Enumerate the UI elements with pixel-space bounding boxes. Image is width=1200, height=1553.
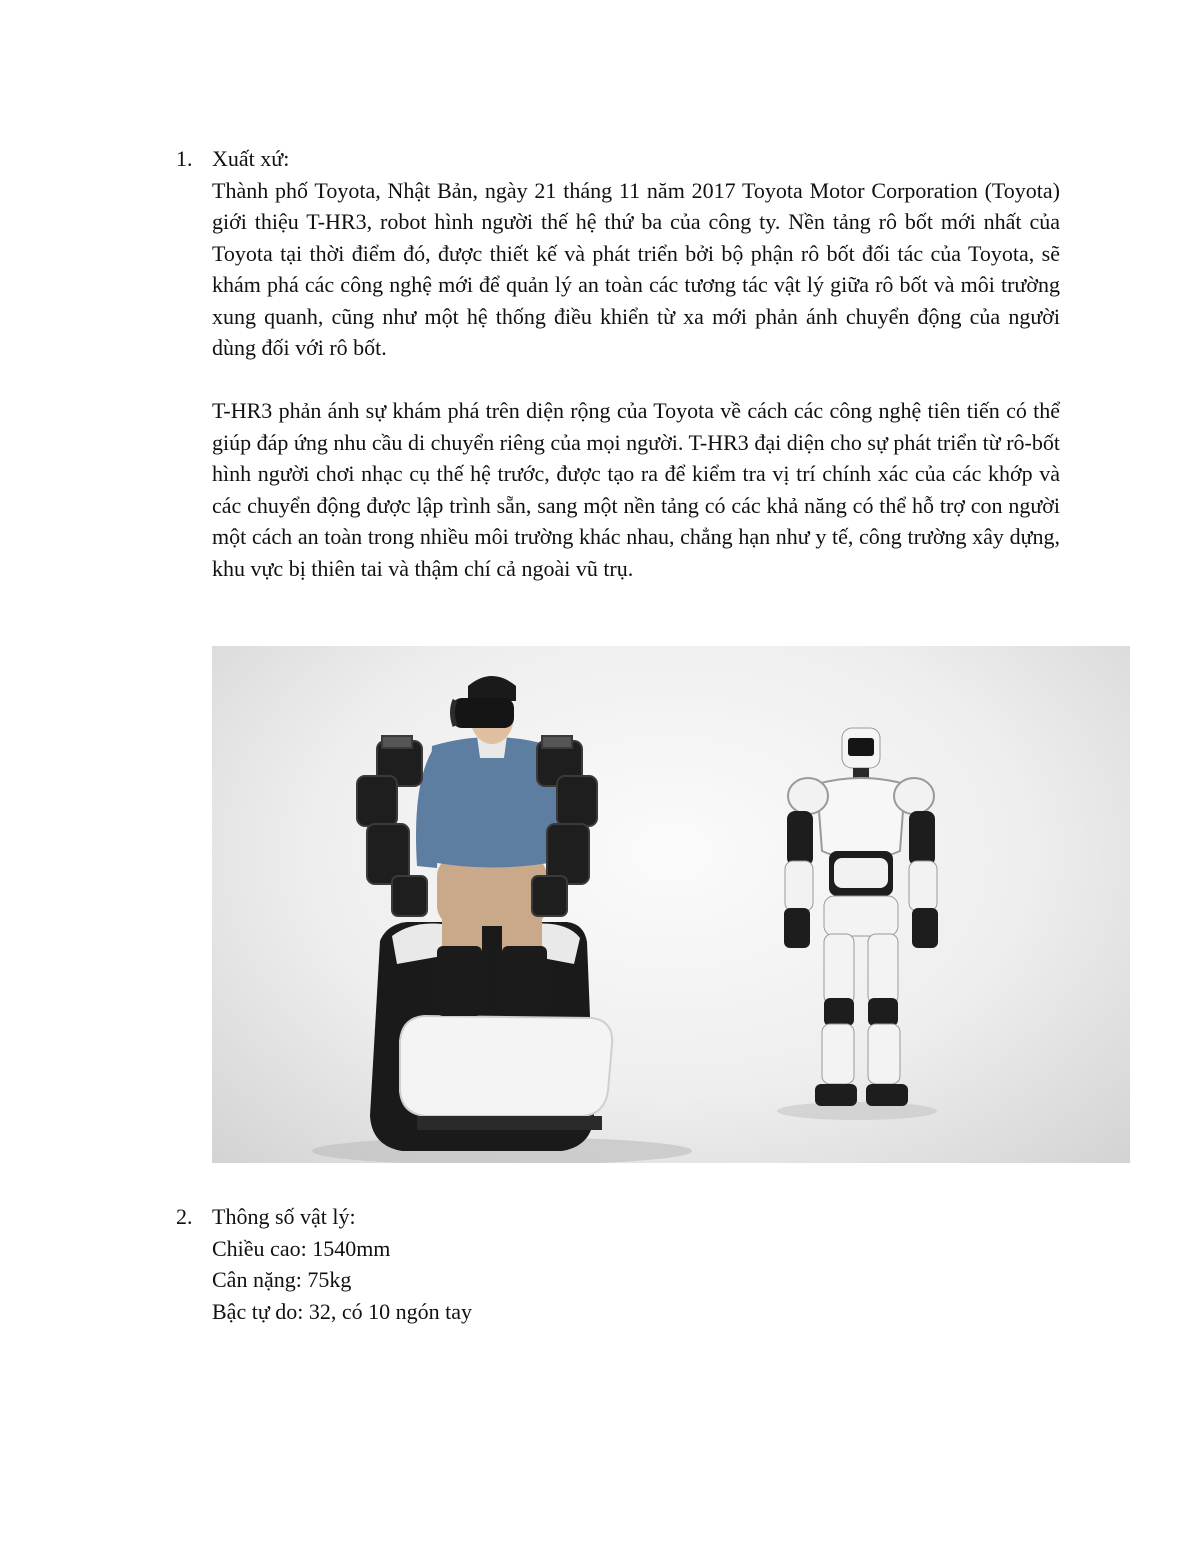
- section-specs: [176, 1201, 1060, 1327]
- origin-paragraph: Thành phố Toyota, Nhật Bản, ngày 21 tháng 11 năm 2017 Toyota Motor Corporation (Toyota) giới thiệu T-HR3, robot hình người thế hệ thứ ba của công ty. Nền tảng rô bốt mới nhất của Toyota tại thời điểm đó, được thiết kế và phát triển bởi bộ phận rô bốt đối tác của Toyota, sẽ khám phá các công nghệ mới để quản lý an toàn các tương tác vật lý giữa rô bốt và môi trường xung quanh, cũng như một hệ thống điều khiển từ xa mới phản ánh chuyển động của người dùng đối với rô bốt.: [212, 177, 1060, 360]
- list-number: 1.: [176, 146, 193, 171]
- list-number: 2.: [176, 1204, 193, 1229]
- description-paragraph: T-HR3 phản ánh sự khám phá trên diện rộng của Toyota về cách các công nghệ tiên tiến có thể giúp đáp ứng nhu cầu di chuyển riêng của mọi người. T-HR3 đại diện cho sự phát triển từ rô-bốt hình người chơi nhạc cụ thế hệ trước, được tạo ra để kiểm tra vị trí chính xác của các khớp và các chuyển động được lập trình sẵn, sang một nền tảng có các khả năng có thể hỗ trợ con người một cách an toàn trong nhiều môi trường khác nhau, chẳng hạn như y tế, công trường xây dựng, khu vực bị thiên tai và thậm chí cả ngoài vũ trụ.: [212, 398, 1060, 581]
- humanoid-robot: [784, 728, 938, 1106]
- spec-weight: Cân nặng: 75kg: [212, 1267, 352, 1292]
- robot-photo: [212, 646, 1130, 1163]
- spec-height: Chiều cao: 1540mm: [212, 1235, 391, 1261]
- spec-degrees-of-freedom: Bậc tự do: 32, có 10 ngón tay: [212, 1298, 472, 1324]
- section-origin: [176, 143, 1060, 584]
- section-heading: Thông số vật lý:: [212, 1204, 356, 1229]
- section-heading: Xuất xứ:: [212, 146, 290, 171]
- master-cockpit: [370, 922, 612, 1151]
